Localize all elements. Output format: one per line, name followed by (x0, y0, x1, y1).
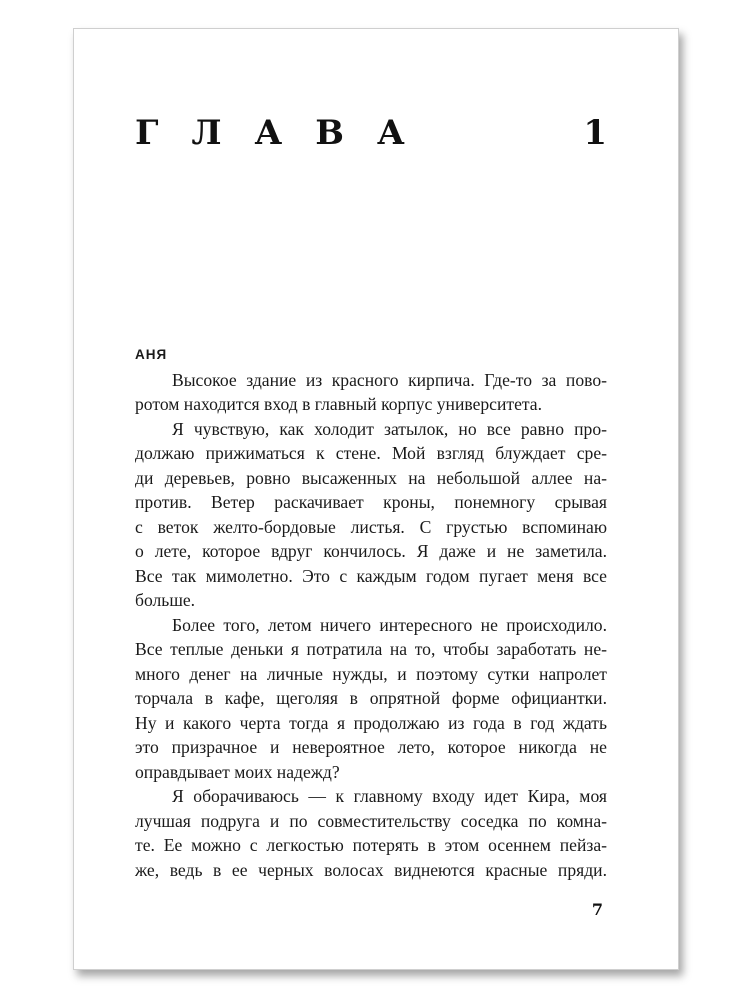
paragraph (135, 417, 607, 613)
text-line: Высокое здание из красного кирпича. Где-то за пово- (172, 369, 607, 390)
book-page (73, 28, 679, 970)
chapter-title: ГЛАВА (135, 113, 438, 153)
text-line: торчала в кафе, щеголяя в опрятной форме официантки. (135, 688, 607, 708)
text-line: против. Ветер раскачивает кроны, понемногу срывая (135, 492, 607, 512)
text-line: должаю прижиматься к стене. Мой взгляд блуждает сре- (135, 443, 607, 463)
page-number: 7 (591, 900, 603, 919)
text-line: Все теплые деньки я потратила на то, чтобы заработать не- (135, 639, 607, 659)
text-line: оправдывает моих надежд? (135, 761, 340, 782)
narrator-name: АНЯ (135, 347, 168, 362)
text-line: же, ведь в ее черных волосах виднеются красные пряди. (135, 859, 607, 880)
text-line: много денег на личные нужды, и поэтому сутки напролет (135, 663, 607, 684)
text-line: ротом находится вход в главный корпус университета. (135, 394, 543, 414)
text-line: с веток желто-бордовые листья. С грустью вспоминаю (135, 516, 607, 537)
text-line: Я чувствую, как холодит затылок, но все равно про- (172, 418, 607, 439)
text-line: Ну и какого черта тогда я продолжаю из года в год ждать (135, 712, 607, 733)
text-line: о лете, которое вдруг кончилось. Я даже и не заметила. (135, 541, 607, 561)
text-line: больше. (135, 590, 196, 610)
text-line: ди деревьев, ровно высаженных на небольшой аллее на- (135, 467, 607, 488)
text-line: Я оборачиваюсь — к главному входу идет Кира, моя (172, 786, 607, 806)
text-line: те. Ее можно с легкостью потерять в этом осеннем пейза- (135, 835, 607, 855)
chapter-heading (135, 113, 605, 153)
text-line: Все так мимолетно. Это с каждым годом пугает меня все (135, 565, 607, 586)
text-line: это призрачное и невероятное лето, которое никогда не (135, 737, 607, 757)
paragraph (135, 613, 607, 785)
chapter-number: 1 (583, 113, 607, 153)
text-line: лучшая подруга и по совместительству соседка по комна- (135, 810, 607, 831)
paragraph (135, 784, 607, 882)
chapter-text (135, 343, 607, 882)
paragraph (135, 368, 607, 417)
text-line: Более того, летом ничего интересного не происходило. (172, 614, 607, 635)
